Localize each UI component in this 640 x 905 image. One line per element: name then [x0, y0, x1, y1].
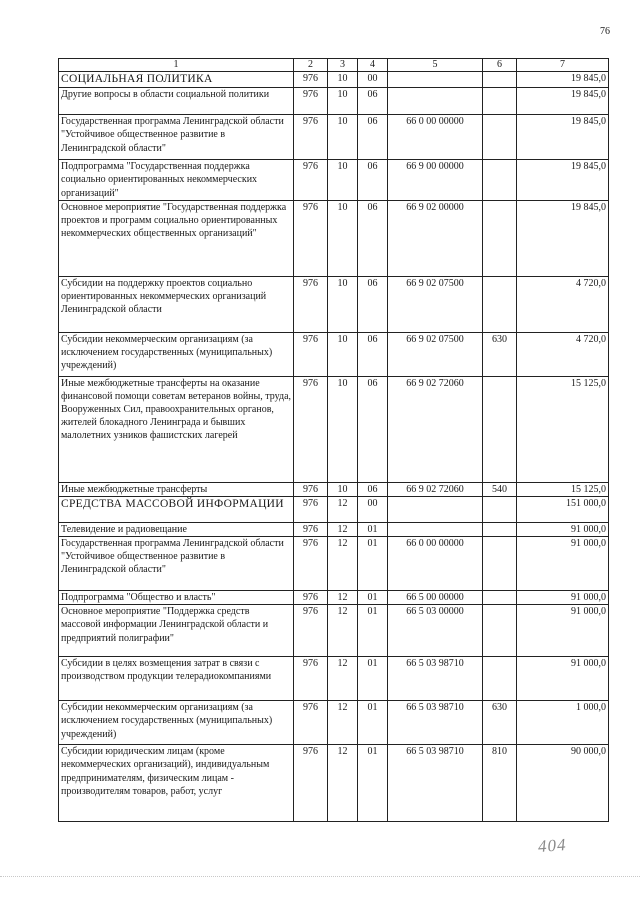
row-code-cell: 976 — [294, 276, 328, 332]
row-amount-cell: 91 000,0 — [517, 657, 609, 701]
row-code-cell: 976 — [294, 72, 328, 88]
row-amount-cell: 15 125,0 — [517, 482, 609, 496]
row-amount-cell: 91 000,0 — [517, 522, 609, 536]
row-subsection-cell: 06 — [358, 88, 388, 115]
row-code-cell: 976 — [294, 88, 328, 115]
row-code-cell: 976 — [294, 605, 328, 657]
row-subsection-cell: 01 — [358, 522, 388, 536]
row-expense-type-cell — [483, 115, 517, 160]
row-subsection-cell: 01 — [358, 701, 388, 745]
row-name-cell: Субсидии некоммерческим организациям (за исключением государственных (муниципальных) учреждений) — [59, 701, 294, 745]
column-header: 6 — [483, 59, 517, 72]
row-expense-type-cell — [483, 522, 517, 536]
row-code-cell: 976 — [294, 200, 328, 276]
column-header: 7 — [517, 59, 609, 72]
row-name-cell: СРЕДСТВА МАССОВОЙ ИНФОРМАЦИИ — [59, 496, 294, 522]
row-expense-type-cell — [483, 605, 517, 657]
budget-table — [58, 58, 609, 822]
row-expense-type-cell: 810 — [483, 745, 517, 822]
row-amount-cell: 1 000,0 — [517, 701, 609, 745]
row-name-cell: Субсидии в целях возмещения затрат в связи с производством продукции телерадиокомпаниями — [59, 657, 294, 701]
row-name-cell: Субсидии некоммерческим организациям (за исключением государственных (муниципальных) учреждений) — [59, 332, 294, 376]
row-section-cell: 12 — [328, 591, 358, 605]
row-section-cell: 10 — [328, 200, 358, 276]
row-expense-type-cell — [483, 200, 517, 276]
row-code-cell: 976 — [294, 522, 328, 536]
row-amount-cell: 91 000,0 — [517, 591, 609, 605]
row-target-article-cell: 66 0 00 00000 — [388, 115, 483, 160]
row-section-cell: 10 — [328, 376, 358, 482]
row-target-article-cell: 66 5 03 98710 — [388, 657, 483, 701]
row-expense-type-cell — [483, 276, 517, 332]
table-row — [59, 591, 609, 605]
row-target-article-cell: 66 9 00 00000 — [388, 160, 483, 201]
row-expense-type-cell: 630 — [483, 701, 517, 745]
column-header: 3 — [328, 59, 358, 72]
row-name-cell: Иные межбюджетные трансферты — [59, 482, 294, 496]
row-code-cell: 976 — [294, 332, 328, 376]
row-section-cell: 10 — [328, 115, 358, 160]
row-code-cell: 976 — [294, 537, 328, 591]
row-subsection-cell: 00 — [358, 496, 388, 522]
row-expense-type-cell — [483, 591, 517, 605]
table-row — [59, 276, 609, 332]
row-code-cell: 976 — [294, 482, 328, 496]
row-subsection-cell: 06 — [358, 276, 388, 332]
row-name-cell: Основное мероприятие "Государственная поддержка проектов и программ социально ориентированных некоммерческих общественных организаций" — [59, 200, 294, 276]
row-expense-type-cell: 630 — [483, 332, 517, 376]
table-row — [59, 522, 609, 536]
row-expense-type-cell — [483, 657, 517, 701]
table-row — [59, 745, 609, 822]
row-section-cell: 10 — [328, 332, 358, 376]
table-row — [59, 115, 609, 160]
row-subsection-cell: 01 — [358, 657, 388, 701]
row-subsection-cell: 06 — [358, 200, 388, 276]
row-name-cell: Другие вопросы в области социальной политики — [59, 88, 294, 115]
row-target-article-cell: 66 9 02 07500 — [388, 332, 483, 376]
column-header: 5 — [388, 59, 483, 72]
row-subsection-cell: 06 — [358, 160, 388, 201]
row-amount-cell: 91 000,0 — [517, 537, 609, 591]
row-code-cell: 976 — [294, 115, 328, 160]
row-name-cell: Иные межбюджетные трансферты на оказание финансовой помощи советам ветеранов войны, труда, Вооруженных Сил, правоохранительных органов, жителей блокадного Ленинграда и бывших малолетних узников фашистских лагерей — [59, 376, 294, 482]
row-section-cell: 12 — [328, 605, 358, 657]
table-row — [59, 88, 609, 115]
row-name-cell: СОЦИАЛЬНАЯ ПОЛИТИКА — [59, 72, 294, 88]
handwritten-page-mark: 404 — [537, 835, 568, 856]
row-section-cell: 12 — [328, 701, 358, 745]
table-row — [59, 376, 609, 482]
row-amount-cell: 91 000,0 — [517, 605, 609, 657]
row-target-article-cell — [388, 72, 483, 88]
row-target-article-cell: 66 9 02 72060 — [388, 376, 483, 482]
row-code-cell: 976 — [294, 496, 328, 522]
row-amount-cell: 19 845,0 — [517, 72, 609, 88]
row-expense-type-cell — [483, 160, 517, 201]
row-target-article-cell: 66 5 03 98710 — [388, 745, 483, 822]
row-target-article-cell — [388, 88, 483, 115]
row-code-cell: 976 — [294, 160, 328, 201]
row-name-cell: Основное мероприятие "Поддержка средств массовой информации Ленинградской области и предприятий полиграфии" — [59, 605, 294, 657]
row-subsection-cell: 01 — [358, 537, 388, 591]
row-amount-cell: 19 845,0 — [517, 115, 609, 160]
row-name-cell: Субсидии на поддержку проектов социально ориентированных некоммерческих организаций Ленинградской области — [59, 276, 294, 332]
table-row — [59, 200, 609, 276]
row-expense-type-cell — [483, 376, 517, 482]
table-row — [59, 605, 609, 657]
row-section-cell: 12 — [328, 537, 358, 591]
row-section-cell: 10 — [328, 160, 358, 201]
row-target-article-cell — [388, 496, 483, 522]
row-name-cell: Государственная программа Ленинградской области "Устойчивое общественное развитие в Ленинградской области" — [59, 115, 294, 160]
row-subsection-cell: 00 — [358, 72, 388, 88]
table-row — [59, 496, 609, 522]
row-amount-cell: 19 845,0 — [517, 160, 609, 201]
row-target-article-cell: 66 9 02 72060 — [388, 482, 483, 496]
row-amount-cell: 4 720,0 — [517, 276, 609, 332]
row-code-cell: 976 — [294, 745, 328, 822]
row-expense-type-cell — [483, 72, 517, 88]
row-section-cell: 10 — [328, 482, 358, 496]
row-section-cell: 10 — [328, 72, 358, 88]
column-header: 2 — [294, 59, 328, 72]
row-subsection-cell: 06 — [358, 115, 388, 160]
row-name-cell: Подпрограмма "Государственная поддержка социально ориентированных некоммерческих организаций" — [59, 160, 294, 201]
row-expense-type-cell: 540 — [483, 482, 517, 496]
row-subsection-cell: 06 — [358, 376, 388, 482]
column-header: 1 — [59, 59, 294, 72]
row-section-cell: 12 — [328, 745, 358, 822]
row-section-cell: 10 — [328, 88, 358, 115]
table-row — [59, 701, 609, 745]
table-row — [59, 160, 609, 201]
row-section-cell: 12 — [328, 522, 358, 536]
table-row — [59, 482, 609, 496]
row-target-article-cell: 66 9 02 00000 — [388, 200, 483, 276]
row-expense-type-cell — [483, 537, 517, 591]
table-header-row — [59, 59, 609, 72]
row-code-cell: 976 — [294, 376, 328, 482]
footer-divider — [0, 876, 640, 877]
row-subsection-cell: 01 — [358, 605, 388, 657]
row-amount-cell: 90 000,0 — [517, 745, 609, 822]
row-name-cell: Подпрограмма "Общество и власть" — [59, 591, 294, 605]
table-row — [59, 72, 609, 88]
row-target-article-cell: 66 5 03 00000 — [388, 605, 483, 657]
row-expense-type-cell — [483, 496, 517, 522]
table-row — [59, 657, 609, 701]
table-row — [59, 332, 609, 376]
row-amount-cell: 15 125,0 — [517, 376, 609, 482]
row-expense-type-cell — [483, 88, 517, 115]
row-target-article-cell: 66 0 00 00000 — [388, 537, 483, 591]
row-subsection-cell: 06 — [358, 482, 388, 496]
row-amount-cell: 19 845,0 — [517, 88, 609, 115]
row-section-cell: 10 — [328, 276, 358, 332]
row-target-article-cell: 66 5 03 98710 — [388, 701, 483, 745]
row-section-cell: 12 — [328, 496, 358, 522]
row-amount-cell: 4 720,0 — [517, 332, 609, 376]
row-amount-cell: 19 845,0 — [517, 200, 609, 276]
row-name-cell: Субсидии юридическим лицам (кроме некоммерческих организаций), индивидуальным предпринимателям, физическим лицам - производителям товаров, работ, услуг — [59, 745, 294, 822]
row-name-cell: Государственная программа Ленинградской области "Устойчивое общественное развитие в Ленинградской области" — [59, 537, 294, 591]
row-code-cell: 976 — [294, 701, 328, 745]
column-header: 4 — [358, 59, 388, 72]
row-code-cell: 976 — [294, 591, 328, 605]
row-amount-cell: 151 000,0 — [517, 496, 609, 522]
row-subsection-cell: 01 — [358, 745, 388, 822]
row-section-cell: 12 — [328, 657, 358, 701]
row-code-cell: 976 — [294, 657, 328, 701]
row-target-article-cell: 66 9 02 07500 — [388, 276, 483, 332]
row-target-article-cell: 66 5 00 00000 — [388, 591, 483, 605]
row-target-article-cell — [388, 522, 483, 536]
row-subsection-cell: 01 — [358, 591, 388, 605]
page-number: 76 — [600, 26, 610, 37]
table-row — [59, 537, 609, 591]
row-name-cell: Телевидение и радиовещание — [59, 522, 294, 536]
row-subsection-cell: 06 — [358, 332, 388, 376]
